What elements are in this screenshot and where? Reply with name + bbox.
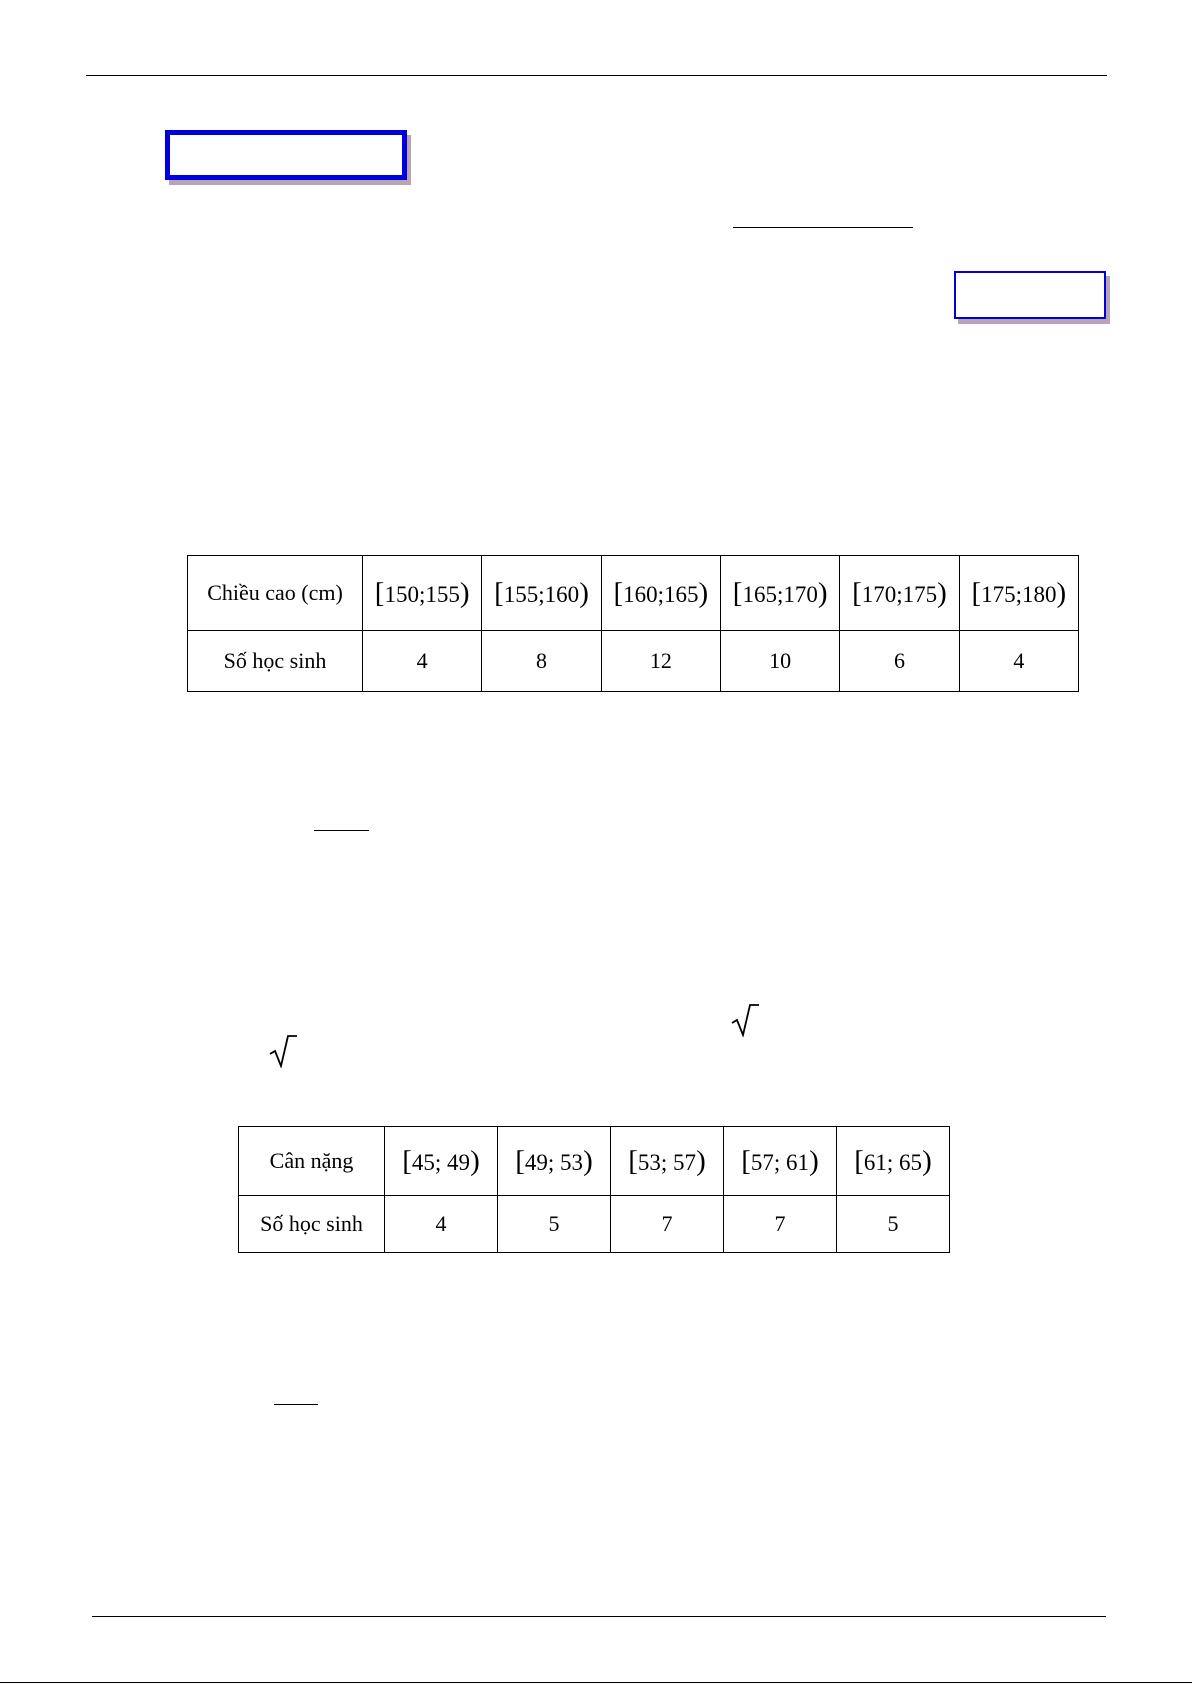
count-cell: 6 bbox=[840, 631, 959, 692]
count-cell: 12 bbox=[601, 631, 720, 692]
table-header-label: Cân nặng bbox=[239, 1127, 385, 1196]
interval-cell: [160;165) bbox=[601, 556, 720, 631]
interval-cell: [175;180) bbox=[959, 556, 1078, 631]
footer-rule bbox=[92, 1616, 1106, 1617]
count-cell: 4 bbox=[385, 1196, 498, 1253]
fraction-bar bbox=[274, 1404, 318, 1405]
interval-cell: [170;175) bbox=[840, 556, 959, 631]
header-rule bbox=[86, 75, 1107, 76]
table-header-row bbox=[188, 556, 1079, 631]
table-row bbox=[188, 631, 1079, 692]
height-frequency-table bbox=[187, 555, 1079, 692]
fraction-bar bbox=[314, 830, 369, 831]
interval-cell: [61; 65) bbox=[837, 1127, 950, 1196]
interval-cell: [45; 49) bbox=[385, 1127, 498, 1196]
section-label-box bbox=[165, 130, 407, 180]
square-root-icon bbox=[268, 1034, 298, 1068]
interval-cell: [53; 57) bbox=[611, 1127, 724, 1196]
square-root-icon bbox=[730, 1003, 760, 1037]
row-label: Số học sinh bbox=[188, 631, 363, 692]
count-cell: 7 bbox=[724, 1196, 837, 1253]
count-cell: 7 bbox=[611, 1196, 724, 1253]
interval-cell: [49; 53) bbox=[498, 1127, 611, 1196]
weight-frequency-table bbox=[238, 1126, 950, 1253]
count-cell: 10 bbox=[720, 631, 839, 692]
interval-cell: [57; 61) bbox=[724, 1127, 837, 1196]
row-label: Số học sinh bbox=[239, 1196, 385, 1253]
table-header-row bbox=[239, 1127, 950, 1196]
table-header-label: Chiều cao (cm) bbox=[188, 556, 363, 631]
count-cell: 4 bbox=[363, 631, 482, 692]
interval-cell: [155;160) bbox=[482, 556, 601, 631]
answer-label-box bbox=[954, 271, 1106, 319]
count-cell: 5 bbox=[837, 1196, 950, 1253]
interval-cell: [165;170) bbox=[720, 556, 839, 631]
count-cell: 5 bbox=[498, 1196, 611, 1253]
interval-cell: [150;155) bbox=[363, 556, 482, 631]
count-cell: 4 bbox=[959, 631, 1078, 692]
bottom-rule bbox=[0, 1682, 1192, 1683]
answer-blank-line bbox=[733, 227, 913, 228]
count-cell: 8 bbox=[482, 631, 601, 692]
table-row bbox=[239, 1196, 950, 1253]
